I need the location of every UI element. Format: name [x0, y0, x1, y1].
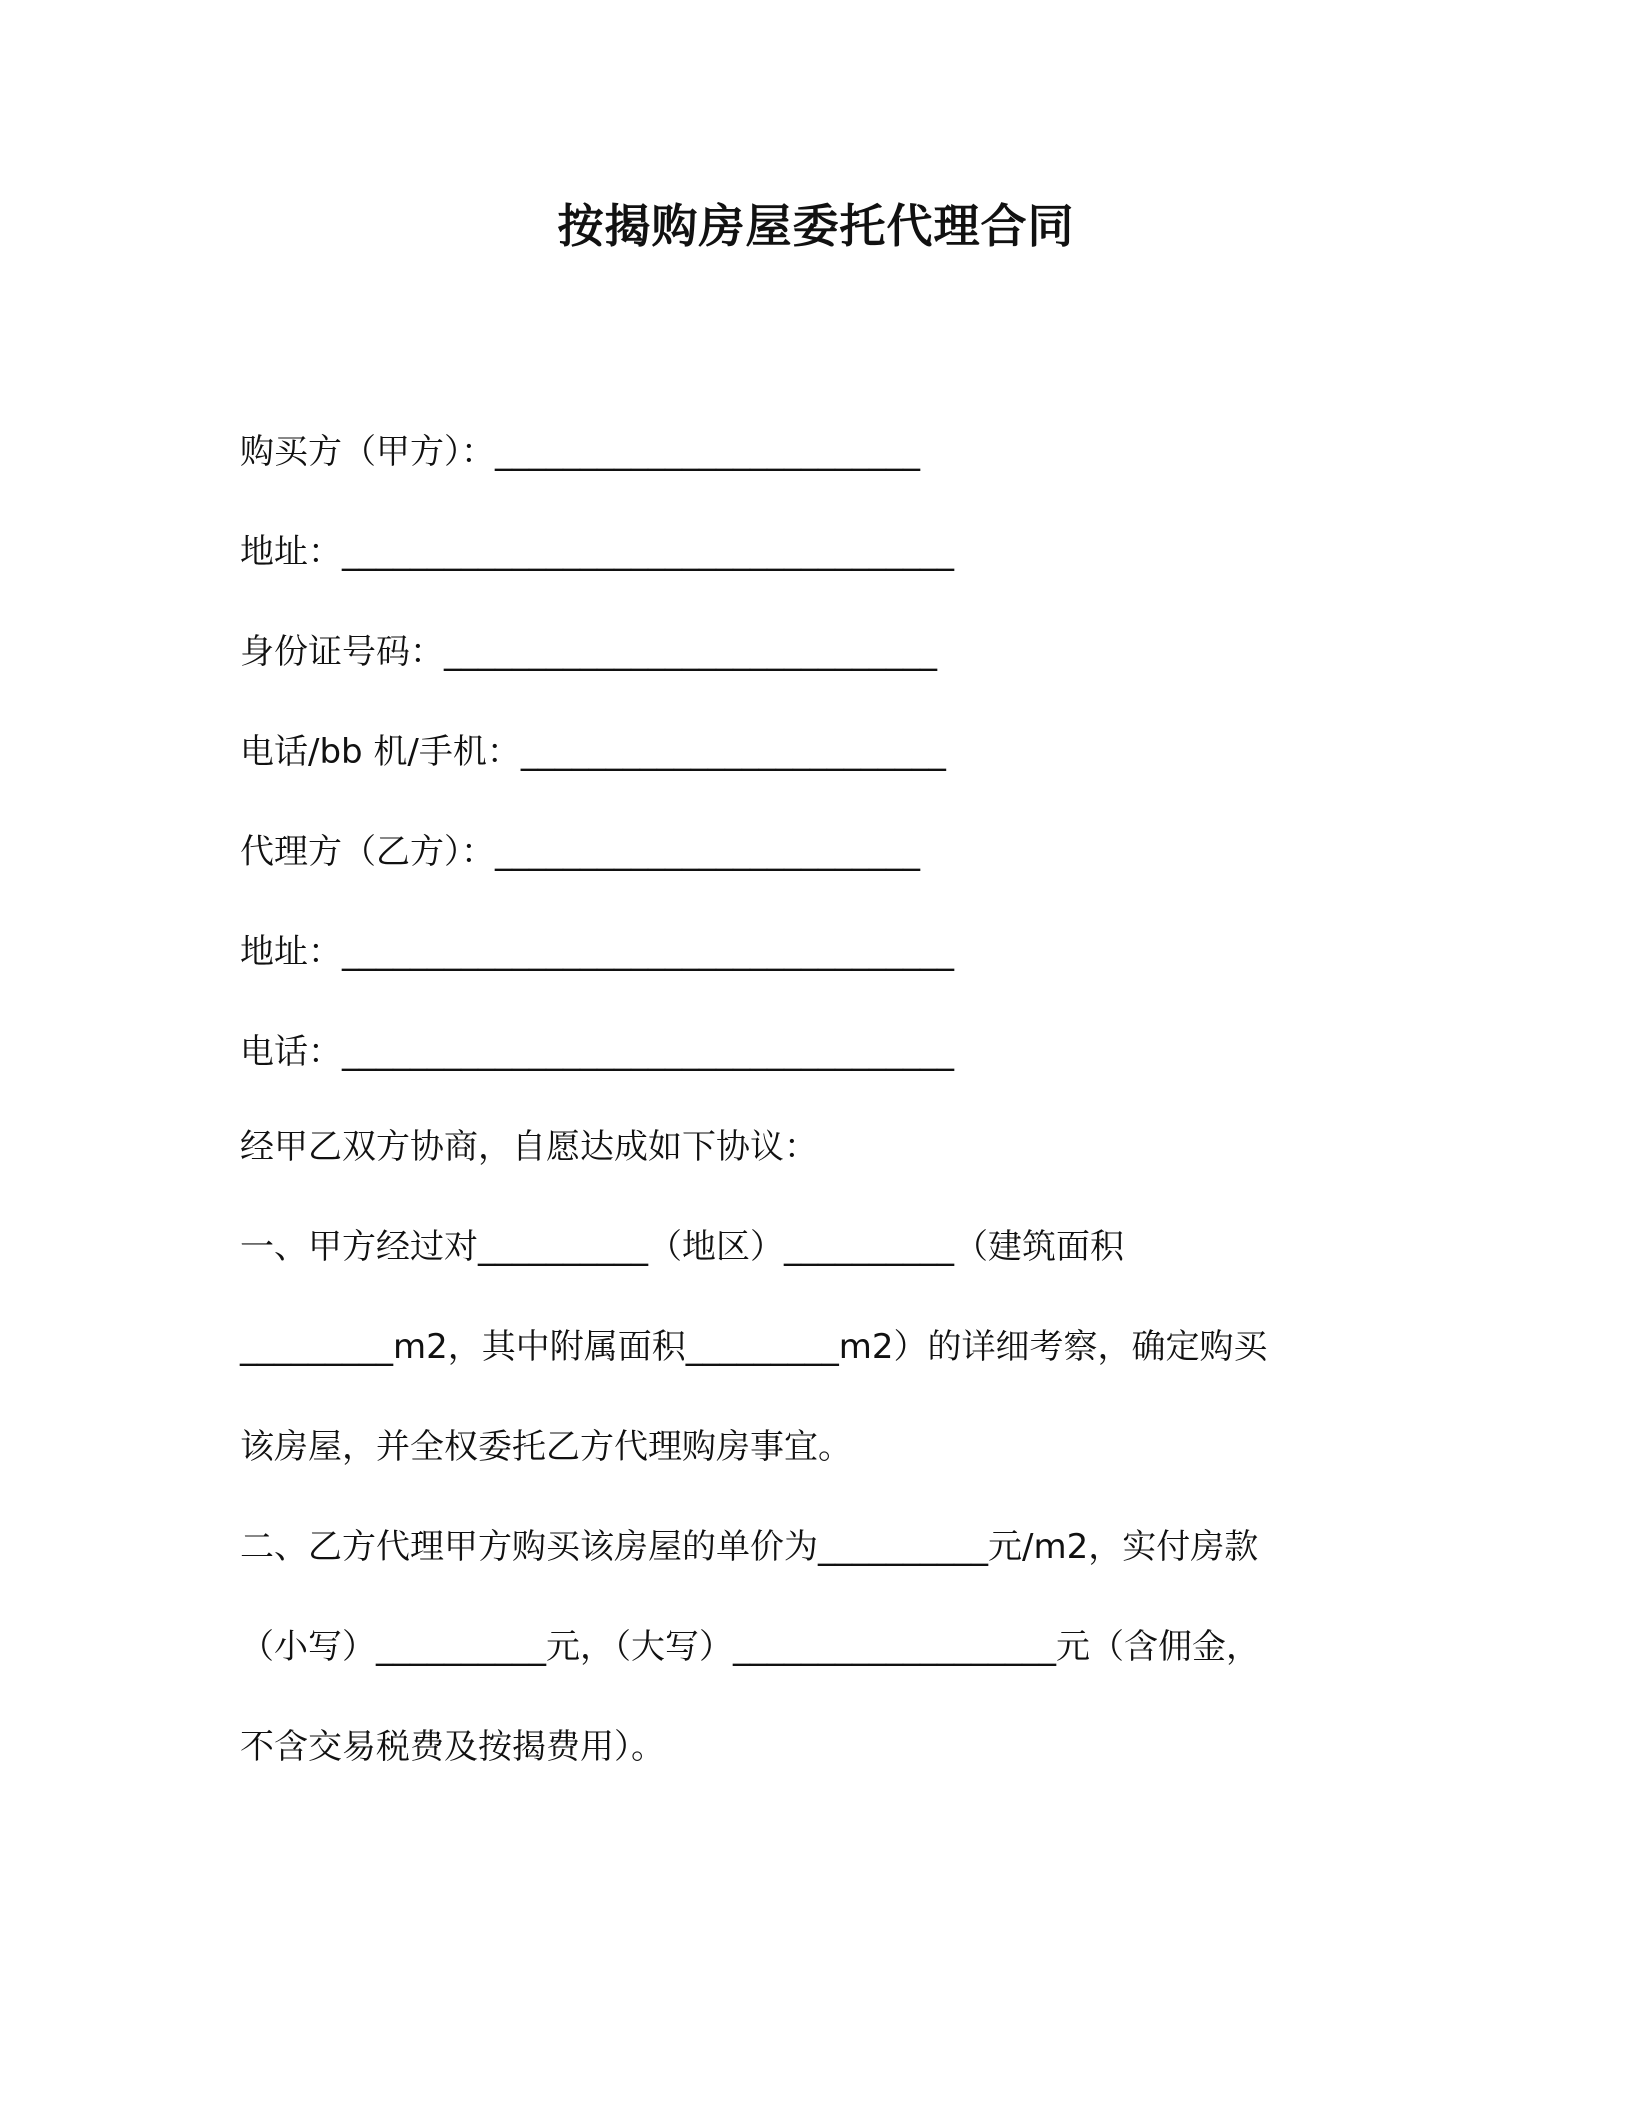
agreement-intro-line: 经甲乙双方协商，自愿达成如下协议：: [240, 1127, 818, 1167]
buyer-party-line: 购买方（甲方）：_________________________: [240, 432, 920, 472]
clause-1-line-1: 一、甲方经过对__________（地区）__________（建筑面积: [240, 1227, 1124, 1267]
buyer-phone-line: 电话/bb 机/手机：_________________________: [240, 732, 946, 772]
buyer-id-number-line: 身份证号码：_____________________________: [240, 632, 937, 672]
document-title: 按揭购房屋委托代理合同: [557, 199, 1075, 253]
agent-address-line: 地址：____________________________________: [240, 932, 954, 972]
clause-2-line-1: 二、乙方代理甲方购买该房屋的单价为__________元/m2，实付房款: [240, 1527, 1259, 1567]
clause-1-line-3: 该房屋，并全权委托乙方代理购房事宜。: [240, 1427, 852, 1467]
buyer-address-line: 地址：____________________________________: [240, 532, 954, 572]
clause-2-line-2: （小写）__________元，（大写）___________________元（含佣金，: [240, 1627, 1260, 1667]
agent-phone-line: 电话：____________________________________: [240, 1032, 954, 1072]
clause-2-line-3: 不含交易税费及按揭费用）。: [240, 1727, 665, 1767]
clause-1-line-2: _________m2，其中附属面积_________m2）的详细考察，确定购买: [240, 1327, 1268, 1367]
agent-party-line: 代理方（乙方）：_________________________: [240, 832, 920, 872]
